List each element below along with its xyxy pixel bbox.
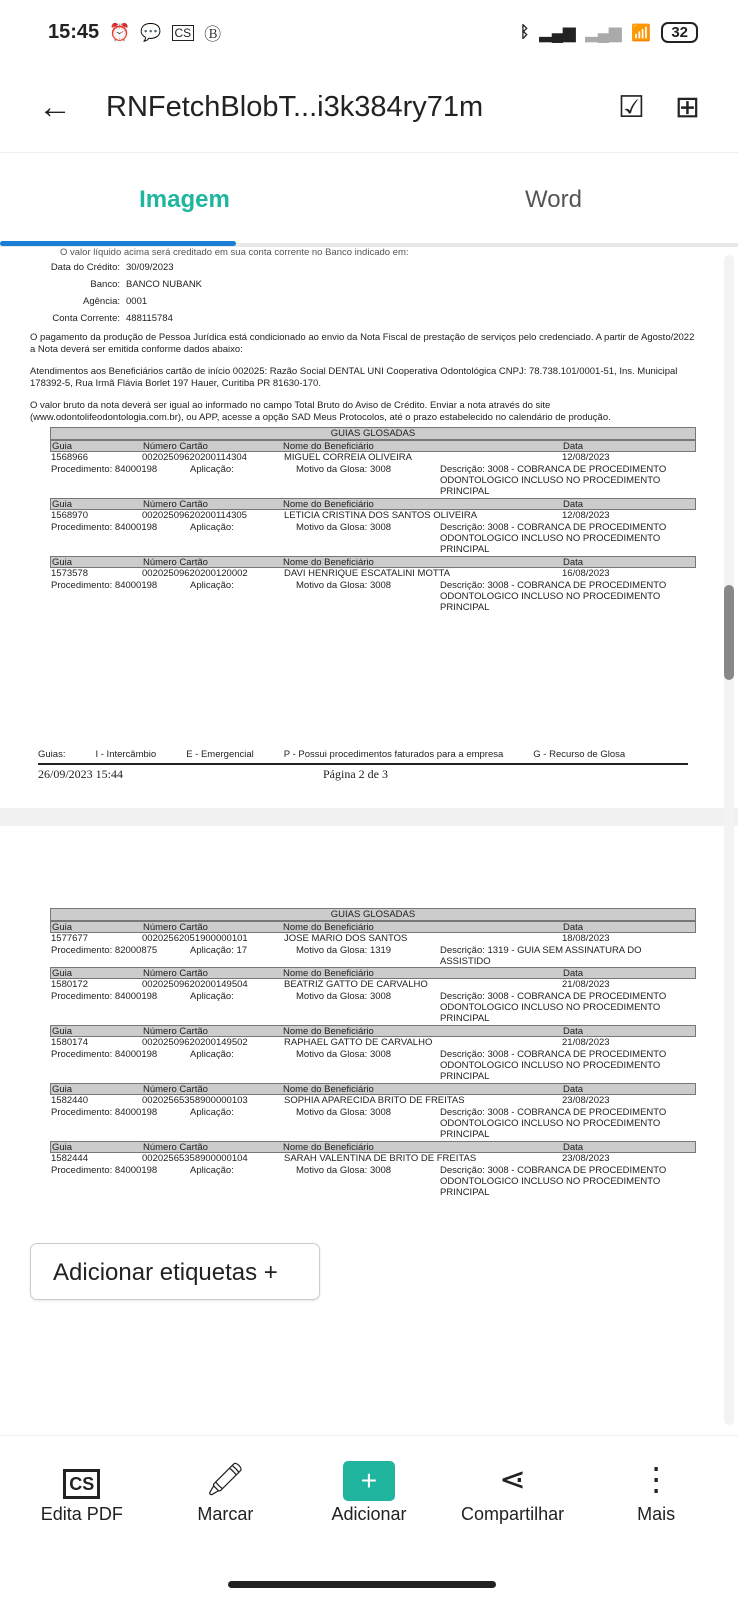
- cs-pdf-icon: CS: [10, 1454, 154, 1504]
- add-button[interactable]: [297, 1436, 441, 1600]
- table-header-row: [50, 556, 696, 568]
- field-label: Agência:: [83, 296, 120, 307]
- field-value: BANCO NUBANK: [126, 279, 203, 290]
- header-data: Data: [563, 968, 584, 979]
- checkbox-edit-icon[interactable]: ☑: [617, 91, 645, 124]
- table-title: GUIAS GLOSADAS: [50, 908, 696, 921]
- header-data: Data: [563, 499, 584, 510]
- signal-icon: ▂▄▆: [539, 24, 576, 42]
- share-icon: ⋖: [499, 1461, 526, 1497]
- header-nome: Nome do Beneficiário: [283, 1084, 374, 1095]
- header-nome: Nome do Beneficiário: [283, 557, 374, 568]
- paragraph-beneficiaries: Atendimentos aos Beneficiários cartão de início 002025: Razão Social DENTAL UNI Cooperativa Odontológica CNPJ: 78.738.101/0001-51, Ins. Municipal 178392-5, Rua Irmã Flávia Borlet 197 Hauer, Curitiba PR 81630-170.: [30, 366, 678, 389]
- field-label: Banco:: [90, 279, 120, 290]
- table-header-row: [50, 1083, 696, 1095]
- proc-label: Procedimento:: [51, 1165, 113, 1176]
- beneficiario-value: LETICIA CRISTINA DOS SANTOS OLIVEIRA: [284, 510, 478, 521]
- header-nome: Nome do Beneficiário: [283, 441, 374, 452]
- header-cartao: Número Cartão: [143, 557, 208, 568]
- view-tabs: [0, 152, 738, 244]
- mark-label: Marcar: [197, 1504, 254, 1524]
- document-title: RNFetchBlobT...i3k384ry71m: [106, 91, 484, 123]
- beneficiario-value: JOSE MARIO DOS SANTOS: [284, 933, 408, 944]
- clock: 15:45: [48, 21, 100, 43]
- table-row: [50, 440, 696, 498]
- guia-value: 1582440: [51, 1095, 88, 1106]
- proc-label: Procedimento:: [51, 464, 113, 475]
- cartao-value: 00202509620200114304: [142, 452, 247, 463]
- motivo-label: Motivo da Glosa:: [296, 1107, 368, 1118]
- page-separator: [0, 808, 738, 826]
- motivo-value: 3008: [369, 1107, 392, 1118]
- top-app-bar: [0, 65, 738, 150]
- mark-button[interactable]: [154, 1436, 298, 1600]
- table-row: [50, 1083, 696, 1141]
- desc-label: Descrição:: [440, 580, 485, 591]
- header-guia: Guia: [52, 1142, 73, 1153]
- beneficiario-value: MIGUEL CORREIA OLIVEIRA: [284, 452, 412, 463]
- battery-icon: 32: [661, 22, 698, 43]
- motivo-label: Motivo da Glosa:: [296, 522, 368, 533]
- desc-label: Descrição:: [440, 1165, 485, 1176]
- proc-value: 84000198: [114, 522, 158, 533]
- motivo-value: 3008: [369, 580, 392, 591]
- motivo-label: Motivo da Glosa:: [296, 464, 368, 475]
- plus-icon: +: [343, 1461, 395, 1501]
- desc-label: Descrição:: [440, 945, 485, 956]
- header-guia: Guia: [52, 922, 73, 933]
- header-guia: Guia: [52, 499, 73, 510]
- field-value: 488115784: [126, 313, 173, 324]
- guia-value: 1573578: [51, 568, 88, 579]
- motivo-label: Motivo da Glosa:: [296, 945, 368, 956]
- legend-item: E - Emergencial: [186, 749, 254, 760]
- proc-value: 84000198: [114, 1107, 158, 1118]
- table-row: [50, 556, 696, 614]
- credit-field: [0, 262, 174, 273]
- app-label: Aplicação:: [190, 991, 234, 1002]
- header-guia: Guia: [52, 1026, 73, 1037]
- cut-line: O valor líquido acima será creditado em sua conta corrente no Banco indicado em:: [60, 247, 409, 258]
- data-value: 21/08/2023: [562, 979, 610, 990]
- header-data: Data: [563, 441, 584, 452]
- page-number: Página 2 de 3: [323, 767, 388, 781]
- document-page-3: [0, 826, 738, 1434]
- motivo-value: 3008: [369, 1049, 392, 1060]
- cartao-value: 00202509620200149504: [142, 979, 248, 990]
- scrollbar-thumb[interactable]: [724, 585, 734, 680]
- header-guia: Guia: [52, 441, 73, 452]
- header-cartao: Número Cartão: [143, 499, 208, 510]
- data-value: 23/08/2023: [562, 1153, 610, 1164]
- glosadas-table: [50, 427, 696, 614]
- app-label: Aplicação:: [190, 1049, 234, 1060]
- credit-field: [0, 313, 173, 324]
- beneficiario-value: SARAH VALENTINA DE BRITO DE FREITAS: [284, 1153, 477, 1164]
- header-data: Data: [563, 1026, 584, 1037]
- data-value: 12/08/2023: [562, 452, 610, 463]
- edit-pdf-label: Edita PDF: [40, 1504, 123, 1524]
- proc-value: 84000198: [114, 580, 158, 591]
- glosadas-table: [50, 908, 696, 1199]
- field-label: Conta Corrente:: [52, 313, 120, 324]
- highlighter-icon: 🖍: [205, 1461, 246, 1497]
- tab-word[interactable]: Word: [525, 186, 582, 213]
- desc-label: Descrição:: [440, 522, 485, 533]
- table-title: GUIAS GLOSADAS: [50, 427, 696, 440]
- paragraph-gross-value: O valor bruto da nota deverá ser igual ao informado no campo Total Bruto do Aviso de Crédito. Enviar a nota através do site (www.odontolifeodontologia.com.br), ou APP, acesse a opção SAD Meus Protocolos, até o prazo estabelecido no calendário de produção.: [30, 400, 611, 423]
- guia-value: 1577677: [51, 933, 88, 944]
- data-value: 21/08/2023: [562, 1037, 610, 1048]
- header-data: Data: [563, 922, 584, 933]
- more-label: Mais: [637, 1504, 676, 1524]
- field-value: 0001: [126, 296, 148, 307]
- motivo-label: Motivo da Glosa:: [296, 991, 368, 1002]
- desc-value: 3008 - COBRANCA DE PROCEDIMENTO ODONTOLOGICO INCLUSO NO PROCEDIMENTO PRINCIPAL: [440, 1049, 667, 1082]
- beneficiario-value: DAVI HENRIQUE ESCATALINI MOTTA: [284, 568, 451, 579]
- more-button[interactable]: [584, 1436, 728, 1600]
- scroll-track[interactable]: [724, 255, 734, 1425]
- proc-label: Procedimento:: [51, 1107, 113, 1118]
- motivo-value: 3008: [369, 991, 392, 1002]
- b-icon: Ⓑ: [204, 25, 222, 44]
- motivo-label: Motivo da Glosa:: [296, 580, 368, 591]
- add-label: Adicionar: [331, 1504, 407, 1524]
- cartao-value: 00202562051900000101: [142, 933, 248, 944]
- proc-value: 82000875: [114, 945, 158, 956]
- desc-value: 1319 - GUIA SEM ASSINATURA DO ASSISTIDO: [440, 945, 642, 967]
- motivo-value: 3008: [369, 464, 392, 475]
- grid-icon[interactable]: ⊞: [674, 91, 700, 124]
- credit-field: [0, 279, 202, 290]
- header-cartao: Número Cartão: [143, 1142, 208, 1153]
- cartao-value: 00202565358900000104: [142, 1153, 248, 1164]
- header-nome: Nome do Beneficiário: [283, 922, 374, 933]
- table-header-row: [50, 1025, 696, 1037]
- motivo-value: 1319: [369, 945, 392, 956]
- header-data: Data: [563, 1142, 584, 1153]
- legend-item: P - Possui procedimentos faturados para a empresa: [283, 749, 504, 760]
- table-header-row: [50, 440, 696, 452]
- desc-value: 3008 - COBRANCA DE PROCEDIMENTO ODONTOLOGICO INCLUSO NO PROCEDIMENTO PRINCIPAL: [440, 1107, 667, 1140]
- header-nome: Nome do Beneficiário: [283, 1142, 374, 1153]
- motivo-value: 3008: [369, 1165, 392, 1176]
- table-row: [50, 1025, 696, 1083]
- tab-indicator: [0, 241, 236, 246]
- beneficiario-value: BEATRIZ GATTO DE CARVALHO: [284, 979, 428, 990]
- desc-value: 3008 - COBRANCA DE PROCEDIMENTO ODONTOLOGICO INCLUSO NO PROCEDIMENTO PRINCIPAL: [440, 464, 667, 497]
- table-header-row: [50, 1141, 696, 1153]
- app-label: Aplicação:: [190, 1107, 234, 1118]
- proc-value: 84000198: [114, 1049, 158, 1060]
- guia-value: 1580172: [51, 979, 88, 990]
- header-cartao: Número Cartão: [143, 1084, 208, 1095]
- header-nome: Nome do Beneficiário: [283, 968, 374, 979]
- data-value: 16/08/2023: [562, 568, 610, 579]
- table-header-row: [50, 967, 696, 979]
- header-cartao: Número Cartão: [143, 441, 208, 452]
- desc-value: 3008 - COBRANCA DE PROCEDIMENTO ODONTOLOGICO INCLUSO NO PROCEDIMENTO PRINCIPAL: [440, 522, 667, 555]
- field-label: Data do Crédito:: [50, 262, 120, 273]
- message-icon: 💬: [140, 22, 162, 42]
- wifi-icon: 📶: [631, 24, 652, 42]
- app-value: 17: [236, 945, 248, 956]
- desc-value: 3008 - COBRANCA DE PROCEDIMENTO ODONTOLOGICO INCLUSO NO PROCEDIMENTO PRINCIPAL: [440, 991, 667, 1024]
- desc-label: Descrição:: [440, 1107, 485, 1118]
- header-cartao: Número Cartão: [143, 968, 208, 979]
- app-label: Aplicação:: [190, 945, 234, 956]
- more-vertical-icon: ⋮: [640, 1461, 673, 1497]
- desc-value: 3008 - COBRANCA DE PROCEDIMENTO ODONTOLOGICO INCLUSO NO PROCEDIMENTO PRINCIPAL: [440, 1165, 667, 1198]
- guia-value: 1582444: [51, 1153, 88, 1164]
- data-value: 18/08/2023: [562, 933, 610, 944]
- proc-value: 84000198: [114, 991, 158, 1002]
- cartao-value: 00202509620200114305: [142, 510, 247, 521]
- cartao-value: 00202509620200120002: [142, 568, 248, 579]
- field-value: 30/09/2023: [126, 262, 174, 273]
- legend-item: I - Intercâmbio: [95, 749, 157, 760]
- guia-value: 1568966: [51, 452, 88, 463]
- proc-value: 84000198: [114, 464, 158, 475]
- cartao-value: 00202509620200149502: [142, 1037, 248, 1048]
- credit-field: [0, 296, 147, 307]
- table-row: [50, 967, 696, 1025]
- app-label: Aplicação:: [190, 464, 234, 475]
- motivo-label: Motivo da Glosa:: [296, 1165, 368, 1176]
- edit-pdf-button[interactable]: [10, 1436, 154, 1600]
- share-button[interactable]: [441, 1436, 585, 1600]
- header-guia: Guia: [52, 1084, 73, 1095]
- table-row: [50, 498, 696, 556]
- desc-value: 3008 - COBRANCA DE PROCEDIMENTO ODONTOLOGICO INCLUSO NO PROCEDIMENTO PRINCIPAL: [440, 580, 667, 613]
- app-label: Aplicação:: [190, 580, 234, 591]
- desc-label: Descrição:: [440, 1049, 485, 1060]
- printed-timestamp: 26/09/2023 15:44: [38, 767, 124, 781]
- table-header-row: [50, 498, 696, 510]
- status-bar: [0, 0, 738, 65]
- header-nome: Nome do Beneficiário: [283, 1026, 374, 1037]
- add-tags-button[interactable]: Adicionar etiquetas +: [30, 1243, 320, 1300]
- guia-value: 1568970: [51, 510, 88, 521]
- share-label: Compartilhar: [461, 1504, 565, 1524]
- paragraph-payment: O pagamento da produção de Pessoa Jurídica está condicionado ao envio da Nota Fiscal de prestação de serviços pelo credenciado. A partir de Agosto/2022 a Nota deverá ser emitida conforme dados abaixo:: [30, 332, 695, 355]
- data-value: 12/08/2023: [562, 510, 610, 521]
- table-row: [50, 1141, 696, 1199]
- data-value: 23/08/2023: [562, 1095, 610, 1106]
- table-row: [50, 921, 696, 967]
- header-data: Data: [563, 557, 584, 568]
- table-header-row: [50, 921, 696, 933]
- app-label: Aplicação:: [190, 522, 234, 533]
- beneficiario-value: RAPHAEL GATTO DE CARVALHO: [284, 1037, 433, 1048]
- desc-label: Descrição:: [440, 464, 485, 475]
- legend-label: Guias:: [38, 749, 66, 760]
- proc-value: 84000198: [114, 1165, 158, 1176]
- motivo-value: 3008: [369, 522, 392, 533]
- guias-legend: [38, 749, 688, 760]
- proc-label: Procedimento:: [51, 1049, 113, 1060]
- back-arrow-icon[interactable]: ←: [38, 88, 72, 126]
- signal-icon: ▂▄▆: [585, 24, 622, 42]
- app-label: Aplicação:: [190, 1165, 234, 1176]
- home-indicator[interactable]: [228, 1581, 496, 1588]
- proc-label: Procedimento:: [51, 945, 113, 956]
- proc-label: Procedimento:: [51, 522, 113, 533]
- bluetooth-icon: ᛒ: [519, 23, 530, 41]
- proc-label: Procedimento:: [51, 580, 113, 591]
- header-guia: Guia: [52, 557, 73, 568]
- header-cartao: Número Cartão: [143, 922, 208, 933]
- header-guia: Guia: [52, 968, 73, 979]
- bottom-toolbar: [0, 1435, 738, 1600]
- header-nome: Nome do Beneficiário: [283, 499, 374, 510]
- proc-label: Procedimento:: [51, 991, 113, 1002]
- legend-item: G - Recurso de Glosa: [533, 749, 626, 760]
- guia-value: 1580174: [51, 1037, 88, 1048]
- desc-label: Descrição:: [440, 991, 485, 1002]
- tab-imagem[interactable]: Imagem: [139, 186, 230, 213]
- cartao-value: 00202565358900000103: [142, 1095, 248, 1106]
- cs-icon: CS: [172, 25, 195, 41]
- alarm-icon: ⏰: [109, 22, 131, 42]
- beneficiario-value: SOPHIA APARECIDA BRITO DE FREITAS: [284, 1095, 465, 1106]
- document-page-2: [0, 247, 738, 808]
- motivo-label: Motivo da Glosa:: [296, 1049, 368, 1060]
- header-data: Data: [563, 1084, 584, 1095]
- header-cartao: Número Cartão: [143, 1026, 208, 1037]
